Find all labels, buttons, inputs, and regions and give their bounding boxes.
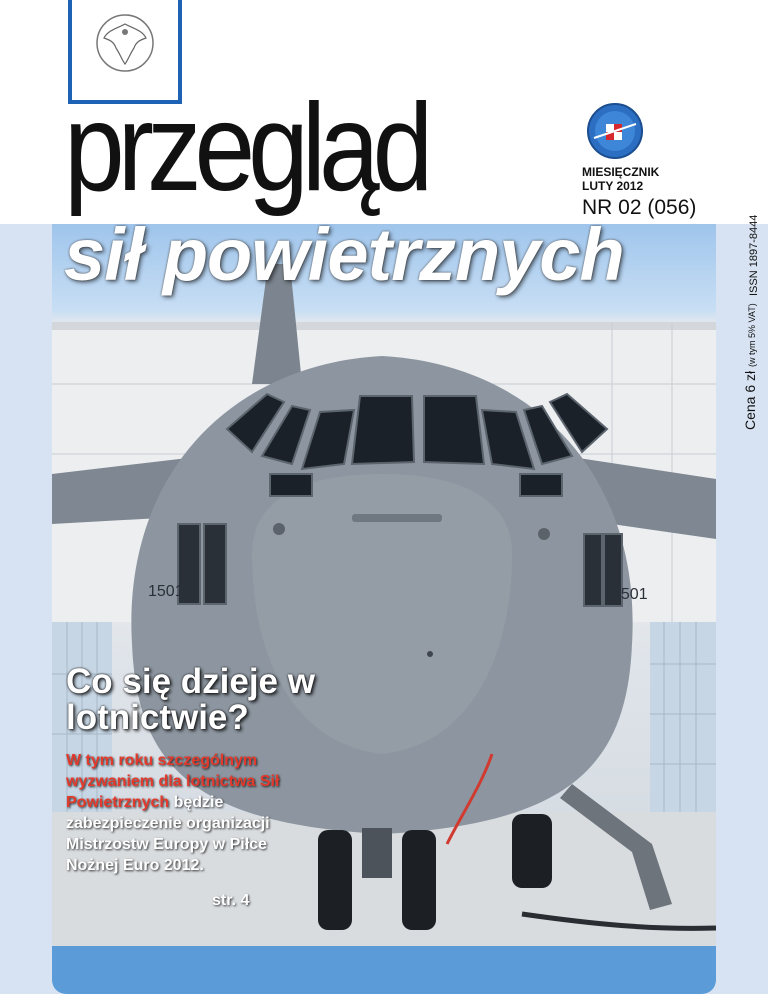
bottom-color-band [52, 946, 716, 994]
magazine-subtitle: sił powietrznych [64, 213, 624, 296]
issn-label: ISSN 1897-8444 [748, 214, 760, 296]
frequency-label: MIESIĘCZNIK [582, 165, 660, 179]
issue-date: LUTY 2012 [582, 179, 644, 193]
cover-headline: Co się dzieje w lotnictwie? [66, 662, 315, 737]
left-border-strip [0, 224, 52, 994]
lead-text: będzie zabezpieczenie organizacji Mistrzostw Europy w Piłce Nożnej Euro 2012. [66, 794, 270, 874]
price-label [742, 303, 758, 430]
air-force-badge-icon [586, 102, 644, 160]
issue-info [582, 165, 659, 193]
cover-lead [66, 750, 296, 876]
eagle-emblem-icon [94, 12, 156, 74]
magazine-title: przegląd [64, 79, 427, 217]
lead-highlight: W tym roku szczególnym wyzwaniem dla lotnictwa Sił Powietrznych [66, 752, 280, 811]
issue-number: NR 02 (056) [582, 196, 697, 219]
aircraft-number-right: 1501 [612, 586, 648, 603]
price-note: (w tym 5% VAT) [747, 303, 757, 367]
price-value: Cena 6 zł [742, 370, 758, 430]
page-reference: str. 4 [212, 892, 250, 909]
aircraft-number-left: 1501 [148, 583, 184, 600]
